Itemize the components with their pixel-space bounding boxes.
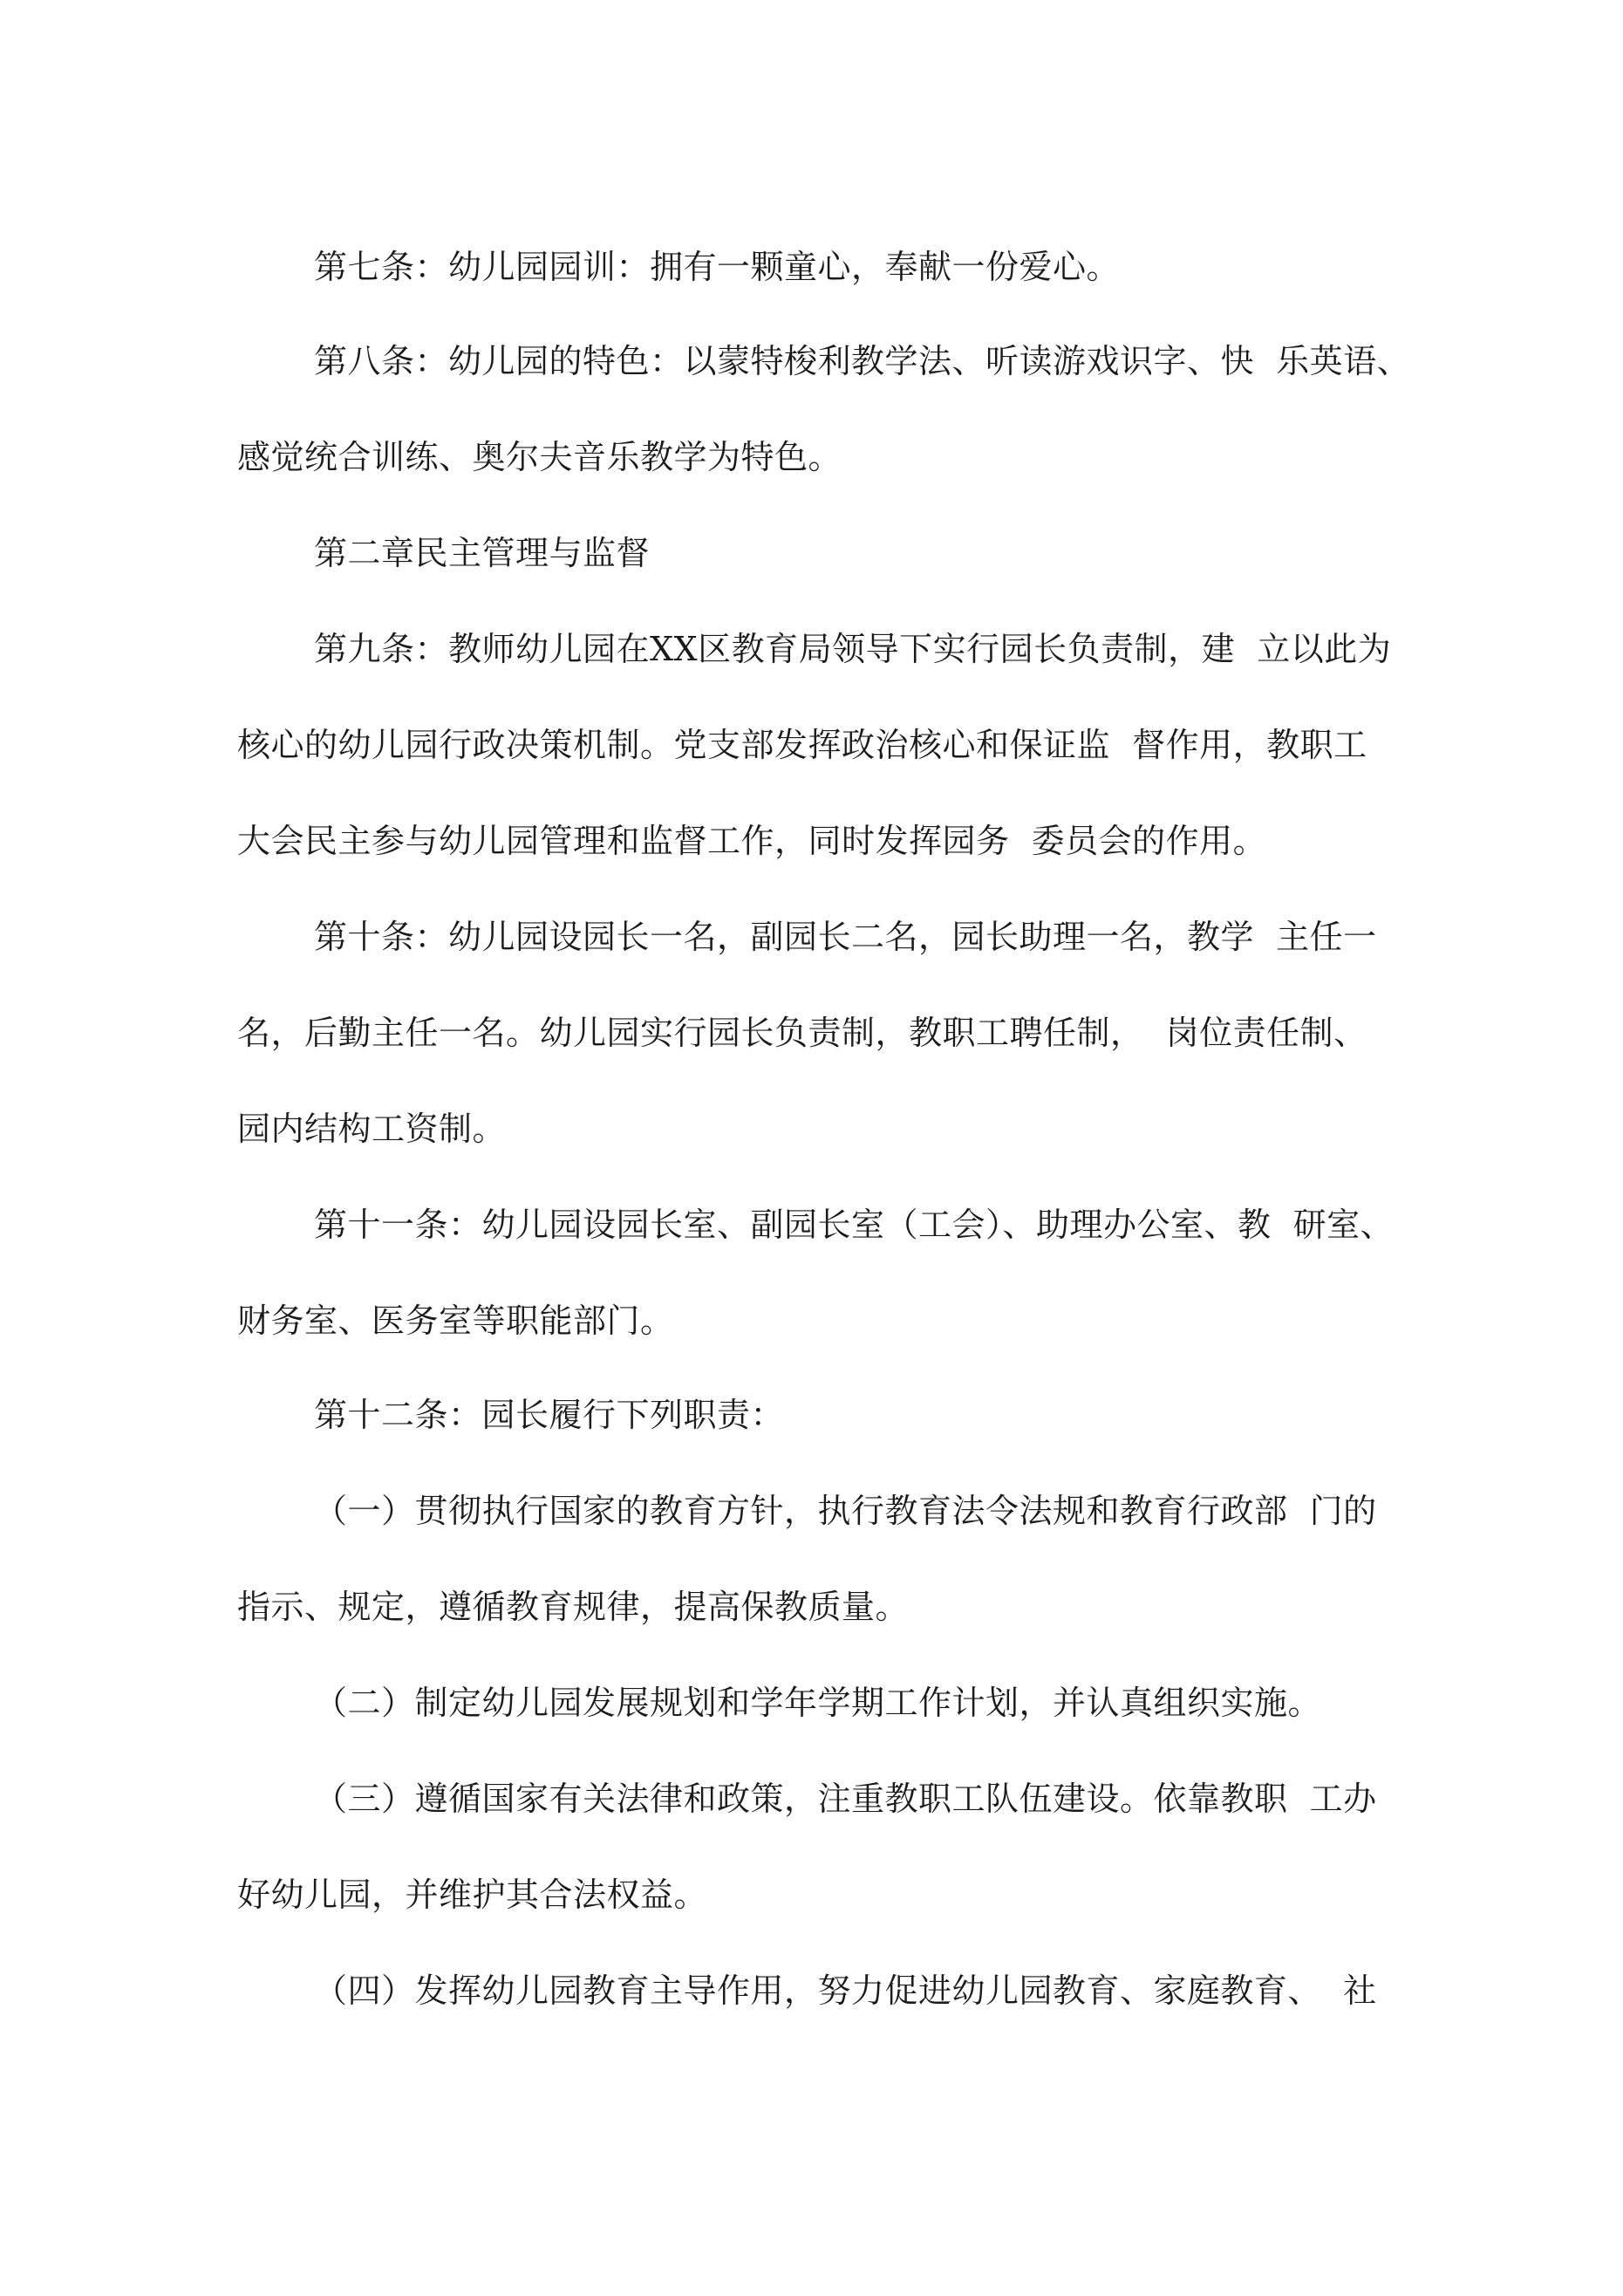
article-8-text: 第八条：幼儿园的特色：以蒙特梭利教学法、听读游戏识字、快 乐英语、 [314,342,1411,380]
duty-2-text: （二）制定幼儿园发展规划和学年学期工作计划，并认真组织实施。 [314,1684,1322,1722]
duty-1-text: （一）贯彻执行国家的教育方针，执行教育法令法规和教育行政部 门的 [314,1492,1377,1530]
article-7-text: 第七条：幼儿园园训：拥有一颗童心，奉献一份爱心。 [314,248,1121,286]
duty-4-text: （四）发挥幼儿园教育主导作用，努力促进幼儿园教育、家庭教育、 社 [314,1971,1377,2010]
article-10-text-continued-1: 名，后勤主任一名。幼儿园实行园长负责制，教职工聘任制， 岗位责任制、 [237,1014,1367,1052]
article-10-text: 第十条：幼儿园设园长一名，副园长二名，园长助理一名，教学 主任一 [314,918,1377,956]
duty-3-text-continued: 好幼儿园，并维护其合法权益。 [237,1876,708,1914]
article-11-text-continued: 财务室、医务室等职能部门。 [237,1302,674,1340]
duty-1-text-continued: 指示、规定，遵循教育规律，提高保教质量。 [237,1588,910,1626]
duty-3-text: （三）遵循国家有关法律和政策，注重教职工队伍建设。依靠教职 工办 [314,1780,1377,1818]
article-10-text-continued-2: 园内结构工资制。 [237,1110,507,1148]
article-9-text-continued-1: 核心的幼儿园行政决策机制。党支部发挥政治核心和保证监 督作用，教职工 [237,726,1367,764]
article-9-text-continued-2: 大会民主参与幼儿园管理和监督工作，同时发挥园务 委员会的作用。 [237,822,1267,860]
article-9-text: 第九条：教师幼儿园在XX区教育局领导下实行园长负责制，建 立以此为 [314,630,1392,668]
article-11-text: 第十一条：幼儿园设园长室、副园长室（工会）、助理办公室、教 研室、 [314,1206,1395,1244]
chapter-2-heading: 第二章民主管理与监督 [314,534,651,572]
article-8-text-continued: 感觉统合训练、奥尔夫音乐教学为特色。 [237,438,842,476]
article-12-text: 第十二条：园长履行下列职责： [314,1396,785,1434]
